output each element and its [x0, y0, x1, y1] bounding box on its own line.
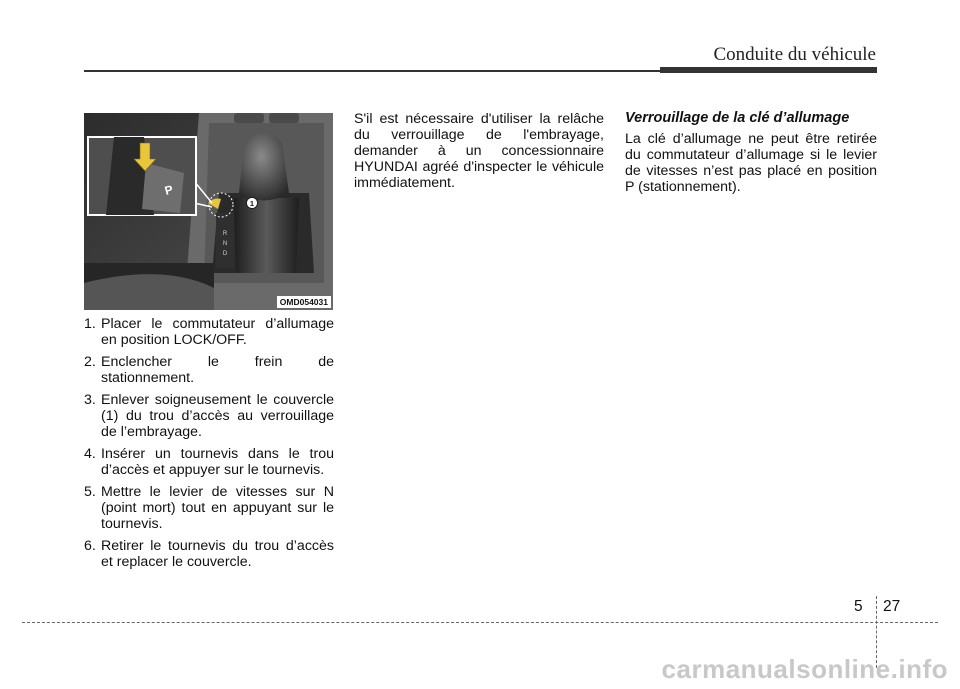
- step-text: Placer le commutateur d’allumage en position LOCK/OFF.: [101, 316, 334, 348]
- step-number: 5.: [84, 484, 96, 500]
- gate-label-d: D: [222, 251, 228, 257]
- watermark: carmanualsonline.info: [661, 654, 948, 684]
- list-item: [84, 354, 334, 386]
- gate-label-r: R: [222, 231, 228, 237]
- step-text: Insérer un tournevis dans le trou d’accès et appuyer sur le tournevis.: [101, 446, 334, 478]
- inset-gear-label: P: [163, 182, 175, 198]
- section-title: Conduite du véhicule: [713, 44, 876, 65]
- list-item: [84, 446, 334, 478]
- gate-label-n: N: [222, 241, 228, 247]
- step-number: 4.: [84, 446, 96, 462]
- step-text: Mettre le levier de vitesses sur N (point mort) tout en appuyant sur le tournevis.: [101, 484, 334, 532]
- list-item: [84, 316, 334, 348]
- step-text: Enlever soigneusement le couvercle (1) du trou d’accès au verrouillage de l’embrayage.: [101, 392, 334, 440]
- step-text: Retirer le tournevis du trou d’accès et replacer le couvercle.: [101, 538, 334, 570]
- callout-number: 1: [249, 199, 255, 208]
- step-number: 3.: [84, 392, 96, 408]
- header-rule-thick: [660, 67, 877, 73]
- section-heading: Verrouillage de la clé d’allumage: [625, 110, 850, 126]
- shift-lever-photo: [84, 113, 333, 310]
- header-rule-thin: [84, 70, 660, 72]
- warning-paragraph: S'il est nécessaire d'utiliser la relâche du verrouillage de l'embrayage, demander à un concessionnaire HYUNDAI agréé d'inspecter le véhicule immédiatement.: [354, 111, 604, 191]
- list-item: [84, 538, 334, 570]
- step-text: Enclencher le frein de stationnement.: [101, 354, 334, 386]
- list-item: [84, 392, 334, 440]
- footer-rule: [22, 622, 938, 623]
- step-number: 1.: [84, 316, 96, 332]
- step-number: 6.: [84, 538, 96, 554]
- page-number: 27: [883, 598, 901, 615]
- list-item: [84, 484, 334, 532]
- shift-lever-illustration: [84, 113, 333, 310]
- step-number: 2.: [84, 354, 96, 370]
- procedure-steps: [84, 316, 334, 576]
- chapter-number: 5: [854, 598, 863, 615]
- figure-code: OMD054031: [277, 296, 331, 308]
- section-paragraph: La clé d’allumage ne peut être retirée du commutateur d’allumage si le levier de vitesses n’est pas placé en position P (stationnement).: [625, 131, 877, 195]
